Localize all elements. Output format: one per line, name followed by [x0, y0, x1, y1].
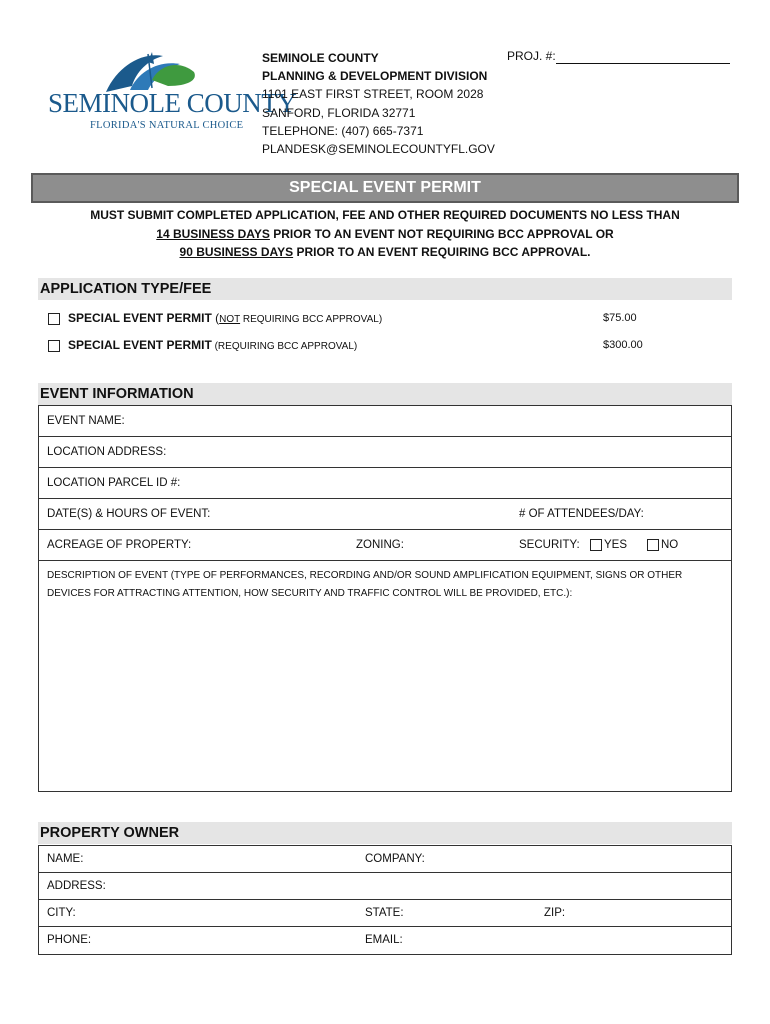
notice-14-days: 14 BUSINESS DAYS: [156, 226, 270, 241]
fee-300: $300.00: [603, 339, 643, 351]
option-paren: (: [211, 311, 220, 325]
owner-zip-label: ZIP:: [544, 907, 566, 919]
division-address: [262, 49, 495, 158]
event-name-label: EVENT NAME:: [47, 415, 125, 427]
security-yes-checkbox[interactable]: [590, 539, 602, 551]
property-owner-table: [38, 845, 732, 955]
security-no-checkbox[interactable]: [647, 539, 659, 551]
logo-wordmark: SEMINOLE COUNTY: [48, 88, 297, 118]
notice-line-2: [0, 225, 770, 244]
checkbox-requiring-bcc[interactable]: [48, 340, 60, 352]
owner-city-row[interactable]: [39, 900, 731, 927]
county-logo: [48, 50, 297, 136]
notice-90-days: 90 BUSINESS DAYS: [179, 245, 294, 259]
option-not-requiring-bcc: [38, 305, 732, 332]
owner-company-label: COMPANY:: [365, 853, 425, 865]
owner-phone-row[interactable]: [39, 927, 731, 954]
description-field[interactable]: [39, 561, 731, 791]
security-yes-label: YES: [604, 539, 628, 551]
owner-address-label: ADDRESS:: [47, 880, 106, 892]
proj-number-label: PROJ. #:: [507, 49, 556, 63]
parcel-id-label: LOCATION PARCEL ID #:: [47, 477, 181, 489]
owner-address-row[interactable]: [39, 873, 731, 900]
security-no-label: NO: [661, 539, 679, 551]
option-title: SPECIAL EVENT PERMIT: [68, 311, 212, 325]
dates-hours-row[interactable]: [39, 499, 731, 530]
telephone: TELEPHONE: (407) 665-7371: [262, 123, 424, 138]
email-address: PLANDESK@SEMINOLECOUNTYFL.GOV: [262, 142, 495, 157]
city-state-zip: SANFORD, FLORIDA 32771: [262, 105, 416, 120]
location-address-row[interactable]: [39, 437, 731, 468]
option-note: REQUIRING BCC APPROVAL): [240, 314, 383, 325]
notice-line-1: MUST SUBMIT COMPLETED APPLICATION, FEE AND OTHER REQUIRED DOCUMENTS NO LESS THAN: [90, 208, 680, 222]
event-section-heading: EVENT INFORMATION: [38, 383, 732, 405]
owner-name-row[interactable]: [39, 846, 731, 873]
zoning-label: ZONING:: [356, 539, 404, 551]
owner-state-label: STATE:: [365, 907, 404, 919]
street-address: 1101 EAST FIRST STREET, ROOM 2028: [262, 87, 484, 102]
option-label: [68, 332, 357, 360]
county-name: SEMINOLE COUNTY: [262, 51, 379, 65]
acreage-label: ACREAGE OF PROPERTY:: [47, 539, 192, 551]
owner-email-label: EMAIL:: [365, 934, 403, 946]
logo-tagline: FLORIDA'S NATURAL CHOICE: [90, 120, 244, 131]
notice-line-3: [0, 243, 770, 262]
event-information-table: [38, 405, 732, 792]
event-name-row[interactable]: [39, 406, 731, 437]
attendees-label: # OF ATTENDEES/DAY:: [519, 508, 644, 520]
dates-hours-label: DATE(S) & HOURS OF EVENT:: [47, 508, 211, 520]
option-not: NOT: [219, 314, 241, 325]
security-label: SECURITY:: [519, 539, 580, 551]
option-requiring-bcc: [38, 332, 732, 359]
notice-line-2-text: PRIOR TO AN EVENT NOT REQUIRING BCC APPROVAL OR: [269, 226, 614, 241]
page-title: SPECIAL EVENT PERMIT: [31, 173, 739, 203]
owner-city-label: CITY:: [47, 907, 76, 919]
description-label-line-1: DESCRIPTION OF EVENT (TYPE OF PERFORMANCES, RECORDING AND/OR SOUND AMPLIFICATION EQUIPMENT, SIGNS OR OTHER: [47, 570, 683, 581]
submission-notice: [0, 206, 770, 262]
location-address-label: LOCATION ADDRESS:: [47, 446, 167, 458]
option-note: (REQUIRING BCC APPROVAL): [211, 341, 358, 352]
owner-phone-label: PHONE:: [47, 934, 92, 946]
application-options: [38, 305, 732, 361]
option-label: [68, 305, 382, 333]
option-title: SPECIAL EVENT PERMIT: [68, 338, 212, 352]
parcel-id-row[interactable]: [39, 468, 731, 499]
acreage-row[interactable]: [39, 530, 731, 561]
description-label-line-2: DEVICES FOR ATTRACTING ATTENTION, HOW SECURITY AND TRAFFIC CONTROL WILL BE PROVIDED, ETC.):: [47, 587, 573, 599]
proj-number-field[interactable]: [556, 63, 730, 64]
division-name: PLANNING & DEVELOPMENT DIVISION: [262, 69, 488, 84]
checkbox-not-requiring-bcc[interactable]: [48, 313, 60, 325]
owner-section-heading: PROPERTY OWNER: [38, 822, 732, 844]
owner-name-label: NAME:: [47, 853, 84, 865]
notice-line-3-text: PRIOR TO AN EVENT REQUIRING BCC APPROVAL.: [293, 245, 591, 259]
fee-75: $75.00: [603, 312, 637, 324]
application-section-heading: APPLICATION TYPE/FEE: [38, 278, 732, 300]
